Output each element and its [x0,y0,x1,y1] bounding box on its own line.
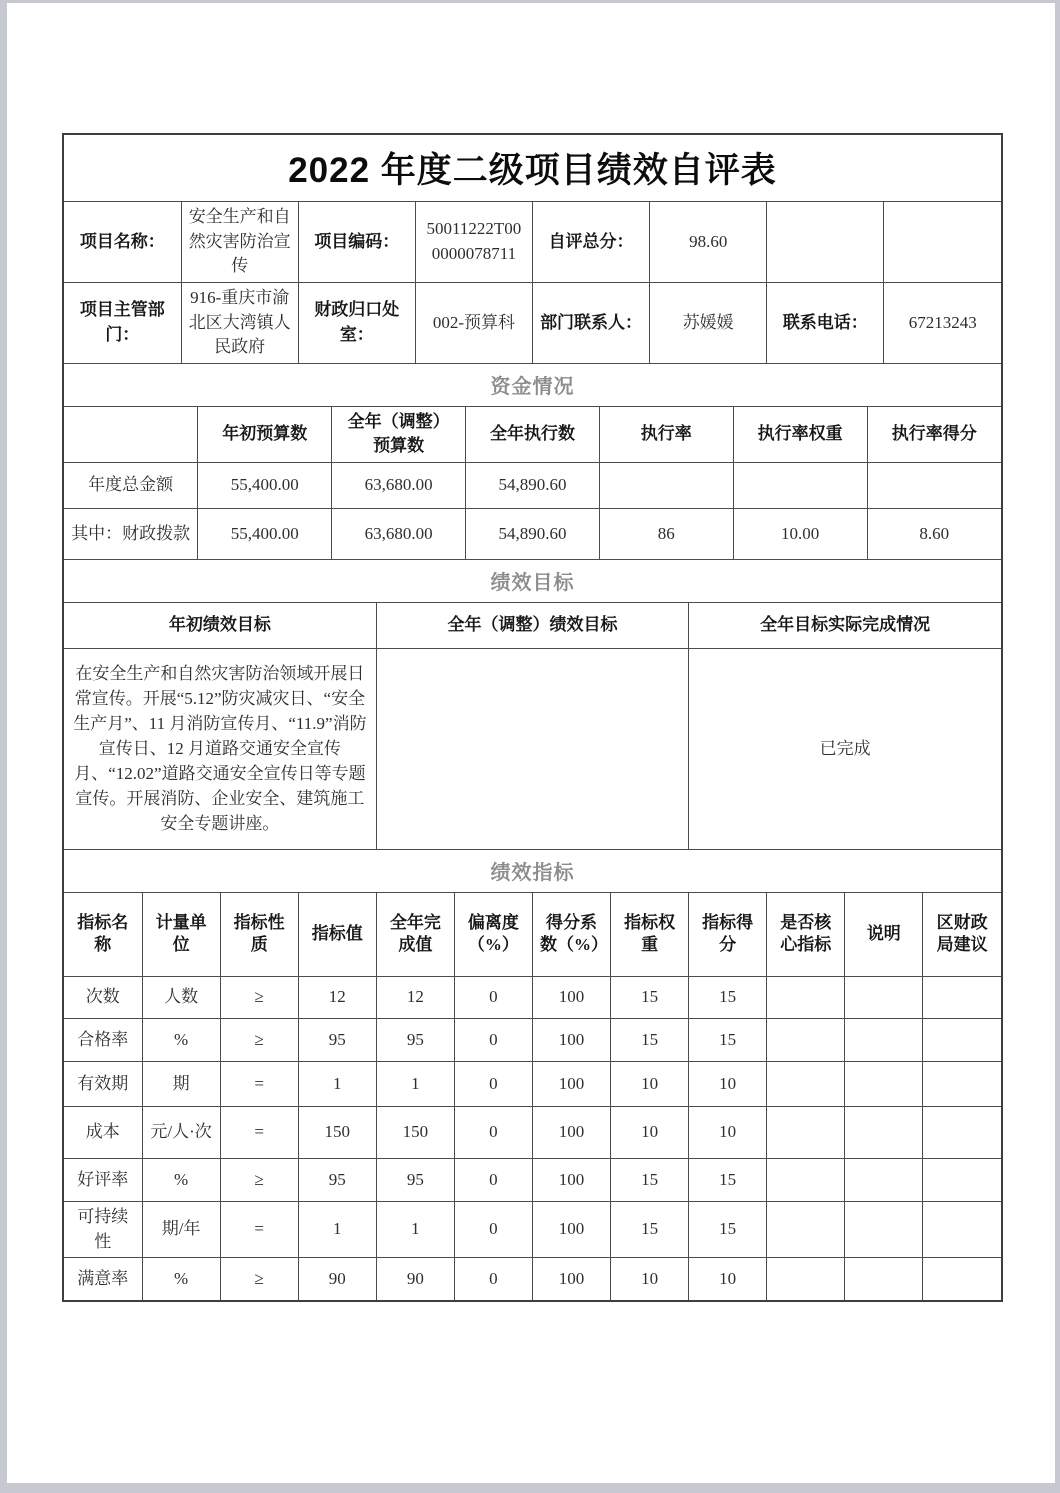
funding-row-label: 年度总金额 [64,463,198,509]
ind-cell-target: 90 [298,1258,376,1300]
ind-cell-nature: = [220,1107,298,1159]
indicator-row [64,1202,1001,1258]
ind-cell-actual: 12 [376,977,454,1019]
contact-label: 部门联系人： [533,282,650,362]
funding-cell [599,463,733,509]
funding-row-label: 其中：财政拨款 [64,509,198,559]
funding-header-execution-rate: 执行率 [599,407,733,463]
ind-cell-advice [923,1202,1001,1258]
ind-cell-actual: 150 [376,1107,454,1159]
funding-cell [867,463,1001,509]
section-indicators-title: 绩效指标 [64,849,1001,893]
ind-cell-name: 有效期 [64,1062,142,1107]
ind-header-score: 指标得分 [689,893,767,977]
indicator-row [64,977,1001,1019]
funding-row-fiscal [64,509,1001,559]
ind-cell-nature: ≥ [220,1019,298,1062]
ind-cell-note [845,1258,923,1300]
ind-cell-advice [923,977,1001,1019]
ind-cell-name: 好评率 [64,1159,142,1202]
indicators-table [64,893,1001,1300]
ind-cell-note [845,1019,923,1062]
ind-cell-core [767,977,845,1019]
indicators-header-row [64,893,1001,977]
ind-cell-actual: 95 [376,1159,454,1202]
ind-cell-name: 成本 [64,1107,142,1159]
ind-cell-nature: = [220,1062,298,1107]
ind-cell-score: 10 [689,1258,767,1300]
ind-cell-target: 150 [298,1107,376,1159]
section-funding-title: 资金情况 [64,363,1001,407]
finance-office-label: 财政归口处室： [298,282,415,362]
funding-cell: 55,400.00 [198,463,332,509]
ind-header-core: 是否核心指标 [767,893,845,977]
ind-cell-advice [923,1019,1001,1062]
ind-cell-unit: 元/人·次 [142,1107,220,1159]
ind-cell-weight: 10 [611,1107,689,1159]
goals-header-initial: 年初绩效目标 [64,603,376,649]
goals-header-row [64,603,1001,649]
funding-cell: 54,890.60 [466,509,600,559]
indicator-row [64,1019,1001,1062]
ind-header-deviation: 偏离度（%） [454,893,532,977]
project-code-label: 项目编码： [298,202,415,282]
goals-initial-text: 在安全生产和自然灾害防治领域开展日常宣传。开展“5.12”防灾减灾日、“安全生产月”、11 月消防宣传月、“11.9”消防宣传日、12 月道路交通安全宣传月、“12.02”道路交通安全宣传日等专题宣传。开展消防、企业安全、建筑施工安全专题讲座。 [64,649,376,849]
ind-cell-deviation: 0 [454,977,532,1019]
ind-cell-core [767,1258,845,1300]
funding-header-row [64,407,1001,463]
indicator-row [64,1062,1001,1107]
funding-cell: 63,680.00 [332,463,466,509]
ind-cell-score: 15 [689,1019,767,1062]
funding-cell: 55,400.00 [198,509,332,559]
project-info-table [64,202,1001,363]
funding-header-blank [64,407,198,463]
ind-cell-unit: 期/年 [142,1202,220,1258]
ind-cell-score: 15 [689,1202,767,1258]
indicator-row [64,1159,1001,1202]
ind-cell-deviation: 0 [454,1107,532,1159]
ind-cell-weight: 15 [611,1202,689,1258]
ind-header-note: 说明 [845,893,923,977]
ind-header-target: 指标值 [298,893,376,977]
ind-cell-name: 满意率 [64,1258,142,1300]
funding-cell: 54,890.60 [466,463,600,509]
funding-header-rate-score: 执行率得分 [867,407,1001,463]
ind-cell-advice [923,1159,1001,1202]
goals-adjusted-text [376,649,688,849]
ind-cell-note [845,1107,923,1159]
funding-header-adjusted-budget: 全年（调整）预算数 [332,407,466,463]
ind-cell-unit: 期 [142,1062,220,1107]
funding-cell: 10.00 [733,509,867,559]
indicator-row [64,1258,1001,1300]
ind-cell-core [767,1159,845,1202]
ind-cell-nature: ≥ [220,1159,298,1202]
project-name-value: 安全生产和自然灾害防治宣传 [181,202,298,282]
evaluation-form-table [62,133,1003,1302]
ind-cell-weight: 15 [611,977,689,1019]
empty-cell [884,202,1001,282]
ind-cell-weight: 10 [611,1258,689,1300]
ind-cell-target: 95 [298,1019,376,1062]
funding-header-rate-weight: 执行率权重 [733,407,867,463]
ind-cell-score: 15 [689,1159,767,1202]
ind-cell-advice [923,1258,1001,1300]
contact-value: 苏媛媛 [650,282,767,362]
ind-cell-score: 10 [689,1062,767,1107]
funding-header-executed: 全年执行数 [466,407,600,463]
ind-cell-unit: % [142,1258,220,1300]
ind-cell-unit: 人数 [142,977,220,1019]
ind-cell-weight: 15 [611,1159,689,1202]
ind-cell-actual: 1 [376,1062,454,1107]
document-page [7,3,1055,1483]
ind-cell-nature: ≥ [220,977,298,1019]
indicator-row [64,1107,1001,1159]
ind-cell-nature: = [220,1202,298,1258]
ind-cell-advice [923,1062,1001,1107]
funding-cell: 86 [599,509,733,559]
ind-cell-coefficient: 100 [532,1202,610,1258]
finance-office-value: 002-预算科 [415,282,532,362]
ind-cell-weight: 15 [611,1019,689,1062]
ind-cell-unit: % [142,1159,220,1202]
ind-cell-score: 15 [689,977,767,1019]
ind-cell-target: 95 [298,1159,376,1202]
self-score-value: 98.60 [650,202,767,282]
goals-header-actual: 全年目标实际完成情况 [689,603,1001,649]
ind-cell-score: 10 [689,1107,767,1159]
funding-table [64,407,1001,559]
goals-actual-text: 已完成 [689,649,1001,849]
ind-header-actual: 全年完成值 [376,893,454,977]
ind-cell-note [845,1062,923,1107]
ind-cell-target: 1 [298,1202,376,1258]
ind-cell-coefficient: 100 [532,1107,610,1159]
ind-cell-core [767,1019,845,1062]
ind-header-unit: 计量单位 [142,893,220,977]
goals-content-row [64,649,1001,849]
dept-value: 916-重庆市渝北区大湾镇人民政府 [181,282,298,362]
funding-header-initial-budget: 年初预算数 [198,407,332,463]
ind-cell-note [845,1202,923,1258]
ind-cell-core [767,1107,845,1159]
funding-row-total [64,463,1001,509]
goals-header-adjusted: 全年（调整）绩效目标 [376,603,688,649]
ind-header-advice: 区财政局建议 [923,893,1001,977]
dept-label: 项目主管部门： [64,282,181,362]
project-info-row-1 [64,202,1001,282]
ind-cell-core [767,1062,845,1107]
goals-table [64,603,1001,849]
ind-cell-note [845,1159,923,1202]
ind-cell-deviation: 0 [454,1062,532,1107]
funding-cell [733,463,867,509]
self-score-label: 自评总分： [533,202,650,282]
ind-cell-coefficient: 100 [532,1019,610,1062]
project-name-label: 项目名称： [64,202,181,282]
ind-header-coefficient: 得分系数（%） [532,893,610,977]
ind-cell-name: 可持续性 [64,1202,142,1258]
form-title: 2022 年度二级项目绩效自评表 [64,135,1001,202]
phone-label: 联系电话： [767,282,884,362]
phone-value: 67213243 [884,282,1001,362]
ind-cell-target: 12 [298,977,376,1019]
funding-cell: 8.60 [867,509,1001,559]
ind-cell-actual: 95 [376,1019,454,1062]
ind-header-nature: 指标性质 [220,893,298,977]
ind-cell-name: 合格率 [64,1019,142,1062]
ind-cell-nature: ≥ [220,1258,298,1300]
ind-cell-unit: % [142,1019,220,1062]
ind-cell-advice [923,1107,1001,1159]
ind-cell-deviation: 0 [454,1258,532,1300]
ind-header-name: 指标名称 [64,893,142,977]
ind-cell-weight: 10 [611,1062,689,1107]
ind-cell-deviation: 0 [454,1202,532,1258]
section-goals-title: 绩效目标 [64,559,1001,603]
ind-cell-name: 次数 [64,977,142,1019]
project-code-value: 50011222T000000078711 [415,202,532,282]
empty-cell [767,202,884,282]
funding-cell: 63,680.00 [332,509,466,559]
ind-cell-actual: 1 [376,1202,454,1258]
ind-cell-actual: 90 [376,1258,454,1300]
ind-cell-deviation: 0 [454,1019,532,1062]
ind-cell-deviation: 0 [454,1159,532,1202]
ind-cell-coefficient: 100 [532,1258,610,1300]
ind-cell-target: 1 [298,1062,376,1107]
project-info-row-2 [64,282,1001,362]
ind-cell-coefficient: 100 [532,1159,610,1202]
ind-cell-coefficient: 100 [532,977,610,1019]
ind-header-weight: 指标权重 [611,893,689,977]
ind-cell-coefficient: 100 [532,1062,610,1107]
ind-cell-core [767,1202,845,1258]
ind-cell-note [845,977,923,1019]
